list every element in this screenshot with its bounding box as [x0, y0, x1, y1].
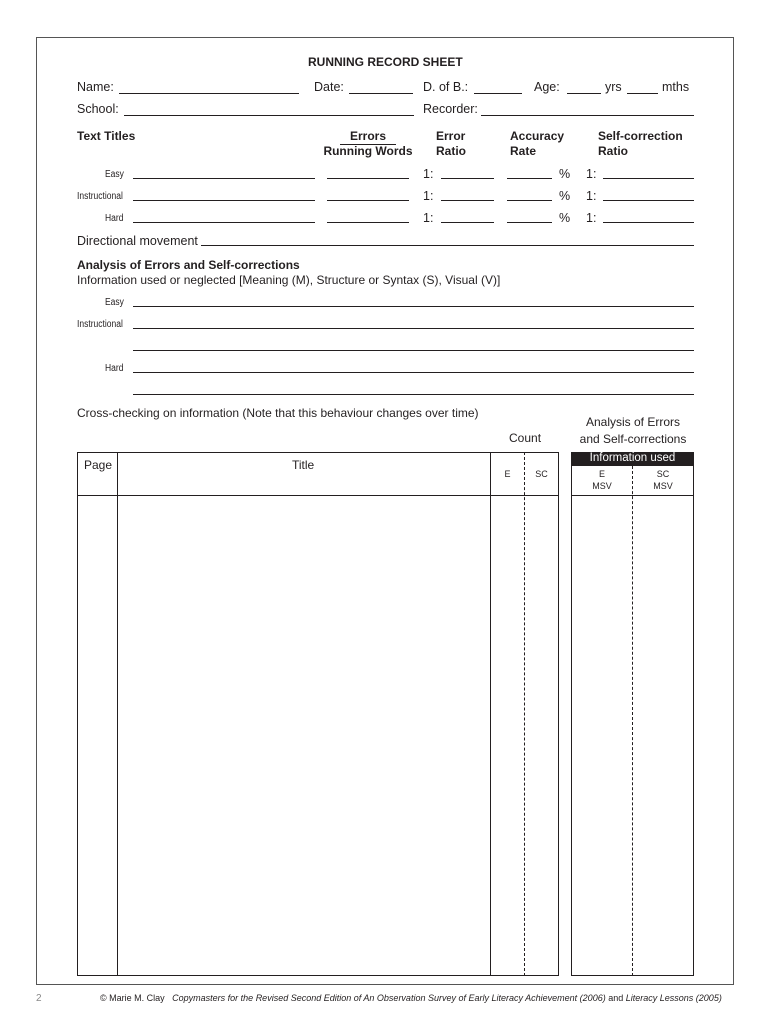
easy-title-field[interactable] [133, 178, 315, 179]
mths-label: mths [662, 80, 690, 94]
footer-text-2: Literacy Lessons (2005) [625, 993, 722, 1003]
hard-title-field[interactable] [133, 222, 315, 223]
yrs-label: yrs [605, 80, 622, 94]
analysis-instructional-field[interactable] [133, 328, 694, 329]
level-easy-label: Easy [105, 169, 124, 180]
instructional-percent: % [559, 189, 571, 203]
instructional-accuracy-field[interactable] [507, 200, 552, 201]
rate-header: Rate [510, 144, 537, 158]
e-column-header: E [504, 469, 511, 479]
level-instructional-label: Instructional [77, 191, 123, 202]
level-hard-label: Hard [105, 213, 124, 224]
instructional-sc-ratio-field[interactable] [603, 200, 694, 201]
easy-error-ratio-prefix: 1: [423, 167, 434, 181]
record-table-body[interactable] [78, 496, 558, 975]
analysis-box-title-1: Analysis of Errors [585, 415, 681, 429]
page-number: 2 [36, 993, 42, 1004]
instructional-error-ratio-prefix: 1: [423, 189, 434, 203]
analysis-hard-field[interactable] [133, 372, 694, 373]
hard-sc-ratio-field[interactable] [603, 222, 694, 223]
easy-error-ratio-field[interactable] [441, 178, 494, 179]
footer-text-1: Copymasters for the Revised Second Edition of An Observation Survey of Early Literacy Achievement (2006) [172, 993, 606, 1003]
sc-column-header: SC [535, 469, 548, 479]
instructional-title-field[interactable] [133, 200, 315, 201]
easy-sc-ratio-field[interactable] [603, 178, 694, 179]
easy-accuracy-field[interactable] [507, 178, 552, 179]
analysis-heading: Analysis of Errors and Self-corrections [77, 258, 300, 272]
sc-ratio-header: Ratio [598, 144, 628, 158]
analysis-instructional-label: Instructional [77, 319, 123, 330]
error-header: Error [436, 129, 466, 143]
instructional-sc-ratio-prefix: 1: [586, 189, 597, 203]
recorder-field[interactable] [481, 115, 694, 116]
sc-msv-header-top: SC [656, 469, 670, 479]
errors-label: Errors [340, 129, 396, 145]
date-label: Date: [314, 80, 344, 94]
e-msv-header-top: E [598, 469, 605, 479]
easy-sc-ratio-prefix: 1: [586, 167, 597, 181]
school-label: School: [77, 102, 119, 116]
footer-copyright: © Marie M. Clay [100, 993, 165, 1003]
analysis-easy-field[interactable] [133, 306, 694, 307]
instructional-error-ratio-field[interactable] [441, 200, 494, 201]
name-field[interactable] [119, 93, 299, 94]
age-months-field[interactable] [627, 93, 658, 94]
dob-label: D. of B.: [423, 80, 469, 94]
self-correction-header: Self-correction [598, 129, 683, 143]
name-label: Name: [77, 80, 114, 94]
title-column-header: Title [292, 458, 315, 472]
easy-percent: % [559, 167, 571, 181]
error-ratio-header: Ratio [436, 144, 466, 158]
hard-errors-field[interactable] [327, 222, 409, 223]
directional-movement-field[interactable] [201, 245, 694, 246]
text-titles-header: Text Titles [77, 129, 136, 143]
hard-sc-ratio-prefix: 1: [586, 211, 597, 225]
footer-citation [100, 993, 722, 1003]
accuracy-header: Accuracy [510, 129, 565, 143]
easy-errors-field[interactable] [327, 178, 409, 179]
hard-error-ratio-prefix: 1: [423, 211, 434, 225]
analysis-subheading: Information used or neglected [Meaning (M), Structure or Syntax (S), Visual (V)] [77, 273, 501, 287]
running-words-header: Running Words [323, 144, 413, 158]
dob-field[interactable] [474, 93, 522, 94]
page-column-header: Page [84, 458, 113, 472]
age-years-field[interactable] [567, 93, 601, 94]
information-used-body[interactable] [572, 496, 693, 975]
school-field[interactable] [124, 115, 414, 116]
directional-movement-label: Directional movement [77, 234, 198, 248]
age-label: Age: [534, 80, 560, 94]
footer-and: and [608, 993, 624, 1003]
analysis-box-title-2: and Self-corrections [579, 432, 687, 446]
analysis-easy-label: Easy [105, 297, 124, 308]
sheet-title: RUNNING RECORD SHEET [308, 55, 463, 69]
hard-percent: % [559, 211, 571, 225]
cross-checking-label: Cross-checking on information (Note that this behaviour changes over time) [77, 406, 479, 420]
e-msv-header-bottom: MSV [592, 481, 612, 491]
hard-accuracy-field[interactable] [507, 222, 552, 223]
count-label: Count [509, 431, 542, 445]
information-used-header: Information used [572, 452, 693, 466]
recorder-label: Recorder: [423, 102, 478, 116]
sc-msv-header-bottom: MSV [653, 481, 673, 491]
analysis-hard-label: Hard [105, 363, 124, 374]
errors-header [324, 129, 412, 143]
date-field[interactable] [349, 93, 413, 94]
hard-error-ratio-field[interactable] [441, 222, 494, 223]
analysis-instructional-field-2[interactable] [133, 350, 694, 351]
instructional-errors-field[interactable] [327, 200, 409, 201]
analysis-hard-field-2[interactable] [133, 394, 694, 395]
